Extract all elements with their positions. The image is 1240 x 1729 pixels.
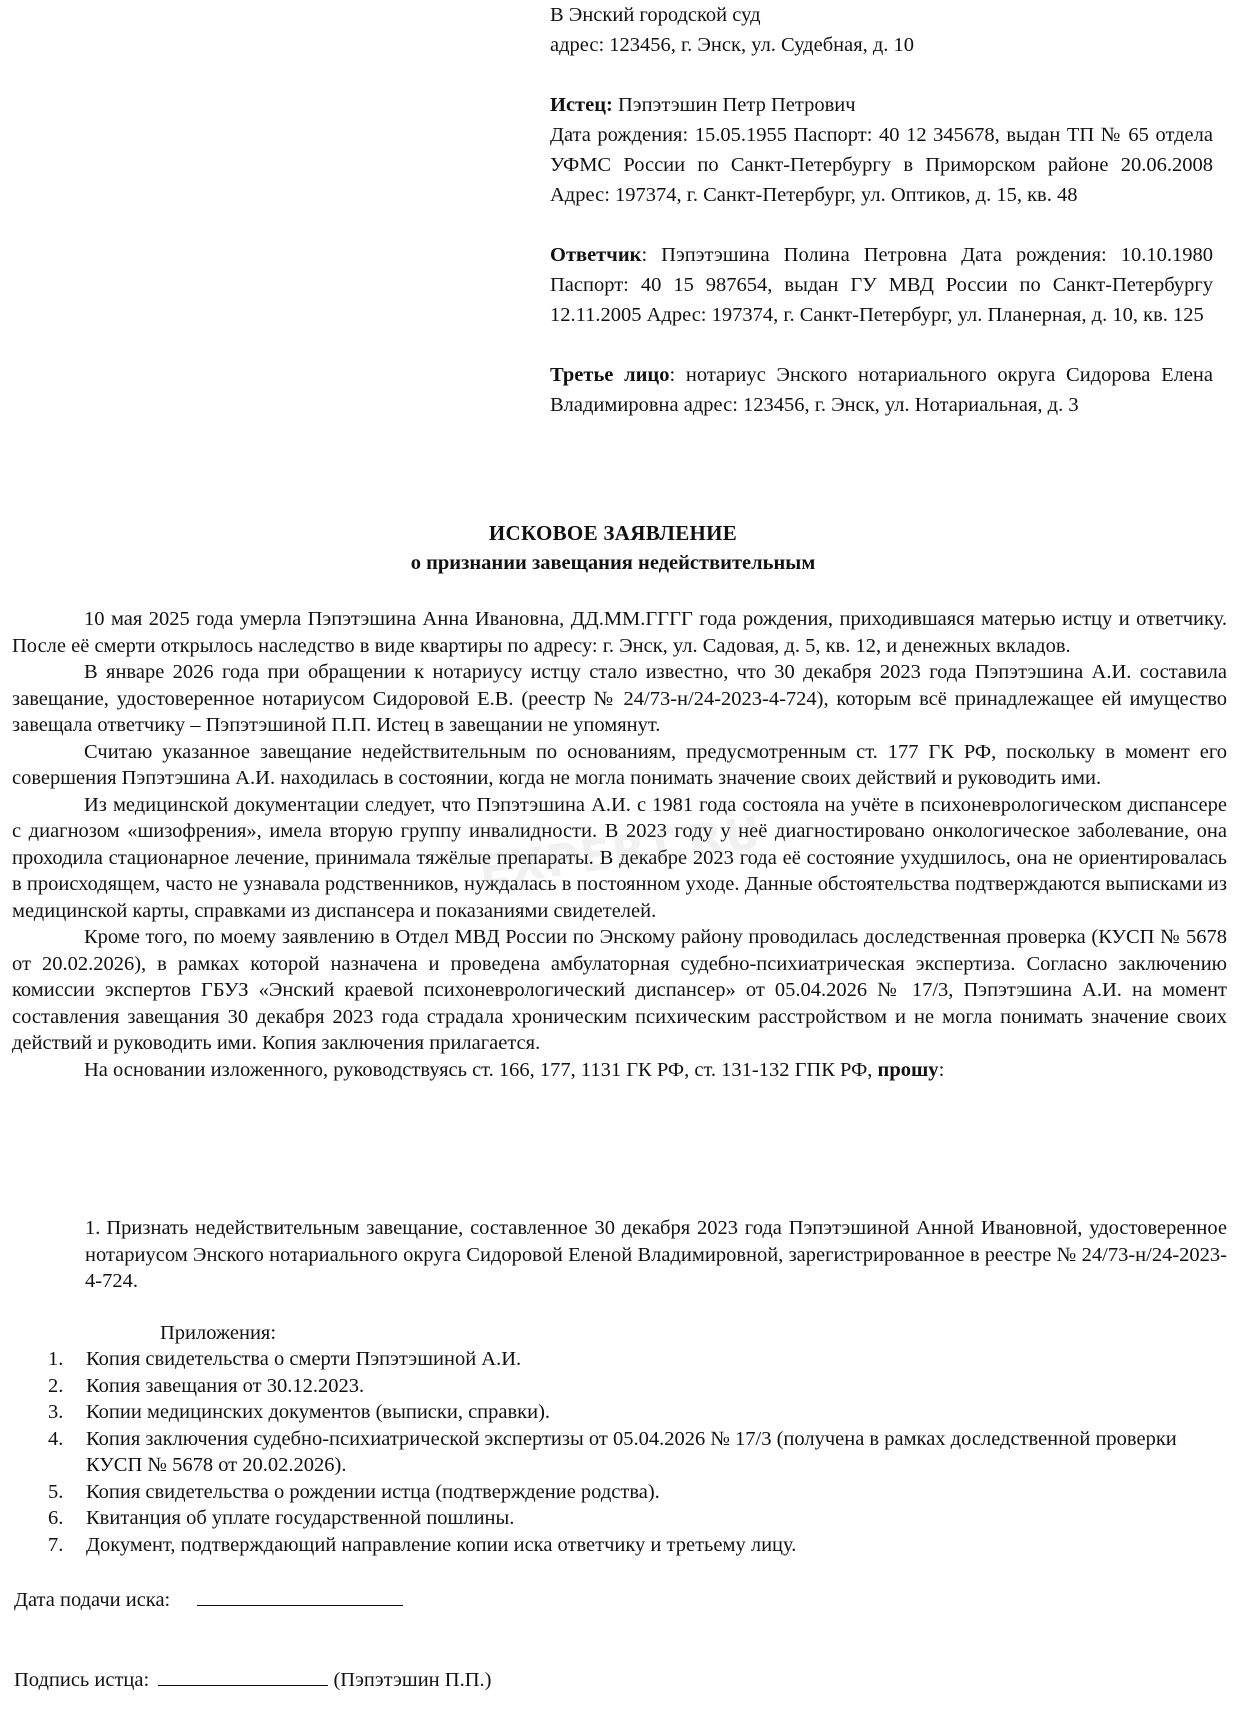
request-text: Признать недействительным завещание, составленное 30 декабря 2023 года Пэпэтэшиной Анной Ивановной, удостоверенное нотариусом Энского нотариального округа Сидоровой Еленой Владимировной, зарегистрированное в реестре № 24/73-н/24-2023-4-724. <box>85 1217 1227 1292</box>
basis-tail: : <box>938 1058 945 1081</box>
filing-date-line <box>14 1585 403 1613</box>
list-item <box>48 1479 1227 1506</box>
item-text: Документ, подтверждающий направление копии иска ответчику и третьему лицу. <box>86 1533 797 1556</box>
item-number: 3. <box>48 1401 64 1423</box>
defendant-details: : Пэпэтэшина Полина Петровна Дата рождения: 10.10.1980 Паспорт: 40 15 987654, выдан ГУ МВД России по Санкт-Петербургу 12.11.2005 Адрес: 197374, г. Санкт-Петербург, ул. Планерная, д. 10, кв. 125 <box>550 244 1213 326</box>
defendant-info <box>550 240 1213 330</box>
signature-line <box>14 1665 491 1693</box>
court-name: В Энский городской суд <box>550 4 761 26</box>
title-main: ИСКОВОЕ ЗАЯВЛЕНИЕ <box>488 521 738 545</box>
item-number: 1. <box>48 1348 64 1370</box>
basis-text: На основании изложенного, руководствуясь ст. 166, 177, 1131 ГК РФ, ст. 131-132 ГПК РФ, <box>84 1058 878 1081</box>
list-item <box>48 1505 1227 1532</box>
claim-body <box>12 606 1227 1083</box>
plaintiff-details: Дата рождения: 15.05.1955 Паспорт: 40 12 345678, выдан ТП № 65 отдела УФМС России по Санкт-Петербургу в Приморском районе 20.06.2008 Адрес: 197374, г. Санкт-Петербург, ул. Оптиков, д. 15, кв. 48 <box>550 124 1213 206</box>
title-subtitle: о признании завещания недействительным <box>410 552 816 574</box>
third-party-label: Третье лицо <box>550 364 670 386</box>
item-number: 5. <box>48 1480 64 1503</box>
list-item <box>48 1373 1227 1400</box>
paragraph: В январе 2026 года при обращении к нотариусу истцу стало известно, что 30 декабря 2023 года Пэпэтэшина А.И. составила завещание, удостоверенное нотариусом Сидоровой Е.В. (реестр № 24/73-н/24-2023-4-724), которым всё принадлежащее ей имущество завещала ответчику – Пэпэтэшиной П.П. Истец в завещании не упомянут. <box>12 661 1227 736</box>
third-party-details: : нотариус Энского нотариального округа Сидорова Елена Владимировна адрес: 123456, г. Энск, ул. Нотариальная, д. 3 <box>550 364 1213 416</box>
list-item <box>48 1532 1227 1559</box>
item-number: 6. <box>48 1507 64 1529</box>
item-text: Копия завещания от 30.12.2023. <box>86 1374 365 1397</box>
request-item <box>85 1215 1227 1295</box>
paragraph: Считаю указанное завещание недействительным по основаниям, предусмотренным ст. 177 ГК РФ, поскольку в момент его совершения Пэпэтэшина А.И. находилась в состоянии, когда не могла понимать значение своих действий и руководить ими. <box>12 740 1227 789</box>
item-text: Копия заключения судебно-психиатрической экспертизы от 05.04.2026 № 17/3 (получена в рамках доследственной проверки КУСП № 5678 от 20.02.2026). <box>86 1427 1177 1476</box>
list-item <box>48 1346 1227 1373</box>
signature-label: Подпись истца: <box>14 1669 150 1691</box>
plaintiff-name: Пэпэтэшин Петр Петрович <box>612 94 856 116</box>
item-number: 2. <box>48 1374 64 1397</box>
filing-date-label: Дата подачи иска: <box>14 1589 171 1611</box>
item-text: Копия свидетельства о смерти Пэпэтэшиной А.И. <box>86 1348 522 1370</box>
filing-date-blank[interactable] <box>197 1585 403 1606</box>
signature-blank[interactable] <box>158 1665 328 1686</box>
list-item <box>48 1426 1227 1479</box>
signature-name: (Пэпэтэшин П.П.) <box>333 1669 492 1691</box>
defendant-label: Ответчик <box>550 244 642 266</box>
basis-paragraph <box>12 1057 1227 1084</box>
plaintiff-label: Истец: <box>550 94 613 116</box>
third-party-info <box>550 360 1213 420</box>
item-number: 7. <box>48 1533 64 1556</box>
list-item <box>48 1399 1227 1426</box>
attachments-list <box>48 1346 1227 1558</box>
basis-bold: прошу <box>877 1058 939 1081</box>
paragraph: 10 мая 2025 года умерла Пэпэтэшина Анна Ивановна, ДД.ММ.ГГГГ года рождения, приходившаяся матерью истцу и ответчику. После её смерти открылось наследство в виде квартиры по адресу: г. Энск, ул. Садовая, д. 5, кв. 12, и денежных вкладов. <box>12 608 1227 657</box>
watermark: EXPERT.RU <box>475 807 766 898</box>
item-text: Квитанция об уплате государственной пошлины. <box>86 1507 515 1529</box>
court-address: адрес: 123456, г. Энск, ул. Судебная, д. 10 <box>550 34 915 56</box>
paragraph: Кроме того, по моему заявлению в Отдел МВД России по Энскому району проводилась доследственная проверка (КУСП № 5678 от 20.02.2026), в рамках которой назначена и проведена амбулаторная судебно-психиатрическая экспертиза. Согласно заключению комиссии экспертов ГБУЗ «Энский краевой психоневрологический диспансер» от 05.04.2026 № 17/3, Пэпэтэшина А.И. на момент составления завещания 30 декабря 2023 года страдала хроническим психическим расстройством и не могла понимать значение своих действий и руководить ими. Копия заключения прилагается. <box>12 926 1227 1054</box>
item-text: Копия свидетельства о рождении истца (подтверждение родства). <box>86 1480 660 1503</box>
paragraph: Из медицинской документации следует, что Пэпэтэшина А.И. с 1981 года состояла на учёте в психоневрологическом диспансере с диагнозом «шизофрения», имела вторую группу инвалидности. В 2023 году у неё диагностировано онкологическое заболевание, она проходила стационарное лечение, принимала тяжёлые препараты. В декабре 2023 года её состояние ухудшилось, она не ориентировалась в происходящем, часто не узнавала родственников, нуждалась в постоянном уходе. Данные обстоятельства подтверждаются выписками из медицинской карты, справками из диспансера и показаниями свидетелей. <box>12 793 1227 922</box>
request-number: 1. <box>85 1217 101 1239</box>
item-number: 4. <box>48 1427 64 1450</box>
plaintiff-info <box>550 90 1213 120</box>
document-title <box>12 518 1214 578</box>
addressee-block <box>550 0 1213 420</box>
item-text: Копии медицинских документов (выписки, справки). <box>86 1401 551 1423</box>
attachments-title: Приложения: <box>160 1322 277 1344</box>
